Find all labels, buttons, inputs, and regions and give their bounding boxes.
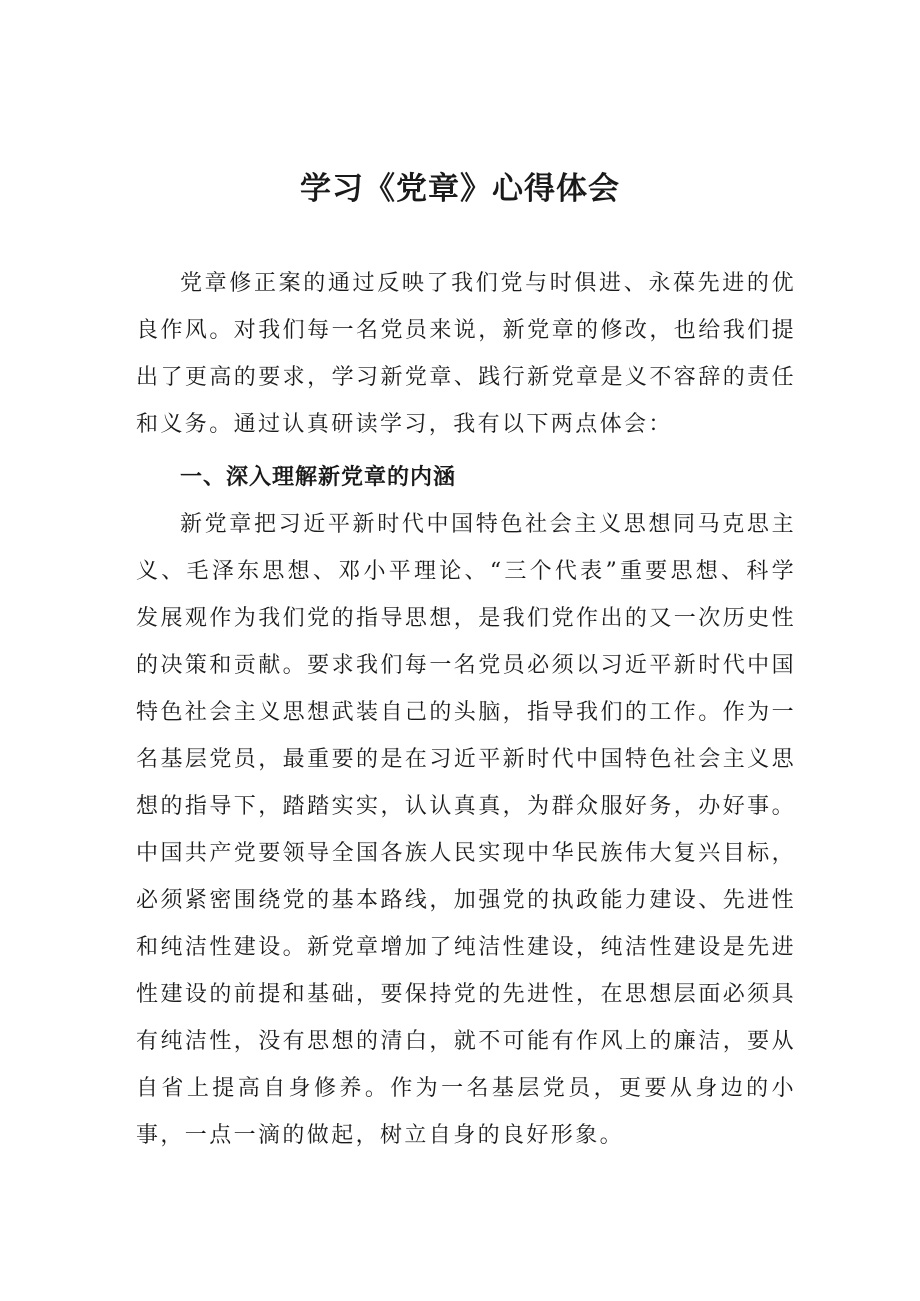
document-title: 学习《党章》心得体会 bbox=[300, 171, 620, 207]
section-paragraph: 新党章把习近平新时代中国特色社会主义思想同马克思主义、毛泽东思想、邓小平理论、“三个代表”重要思想、科学发展观作为我们党的指导思想，是我们党作出的又一次历史性的决策和贡献。要求我们每一名党员必须以习近平新时代中国特色社会主义思想武装自己的头脑，指导我们的工作。作为一名基层党员，最重要的是在习近平新时代中国特色社会主义思想的指导下，踏踏实实，认认真真，为群众服好务，办好事。中国共产党要领导全国各族人民实现中华民族伟大复兴目标，必须紧密围绕党的基本路线，加强党的执政能力建设、先进性和纯洁性建设。新党章增加了纯洁性建设，纯洁性建设是先进性建设的前提和基础，要保持党的先进性，在思想层面必须具有纯洁性，没有思想的清白，就不可能有作风上的廉洁，要从自省上提高自身修养。作为一名基层党员，更要从身边的小事，一点一滴的做起，树立自身的良好形象。 bbox=[136, 512, 796, 1148]
intro-paragraph: 党章修正案的通过反映了我们党与时俱进、永葆先进的优良作风。对我们每一名党员来说，新党章的修改，也给我们提出了更高的要求，学习新党章、践行新党章是义不容辞的责任和义务。通过认真研读学习，我有以下两点体会： bbox=[136, 271, 796, 437]
section-heading: 一、深入理解新党章的内涵 bbox=[180, 465, 457, 490]
